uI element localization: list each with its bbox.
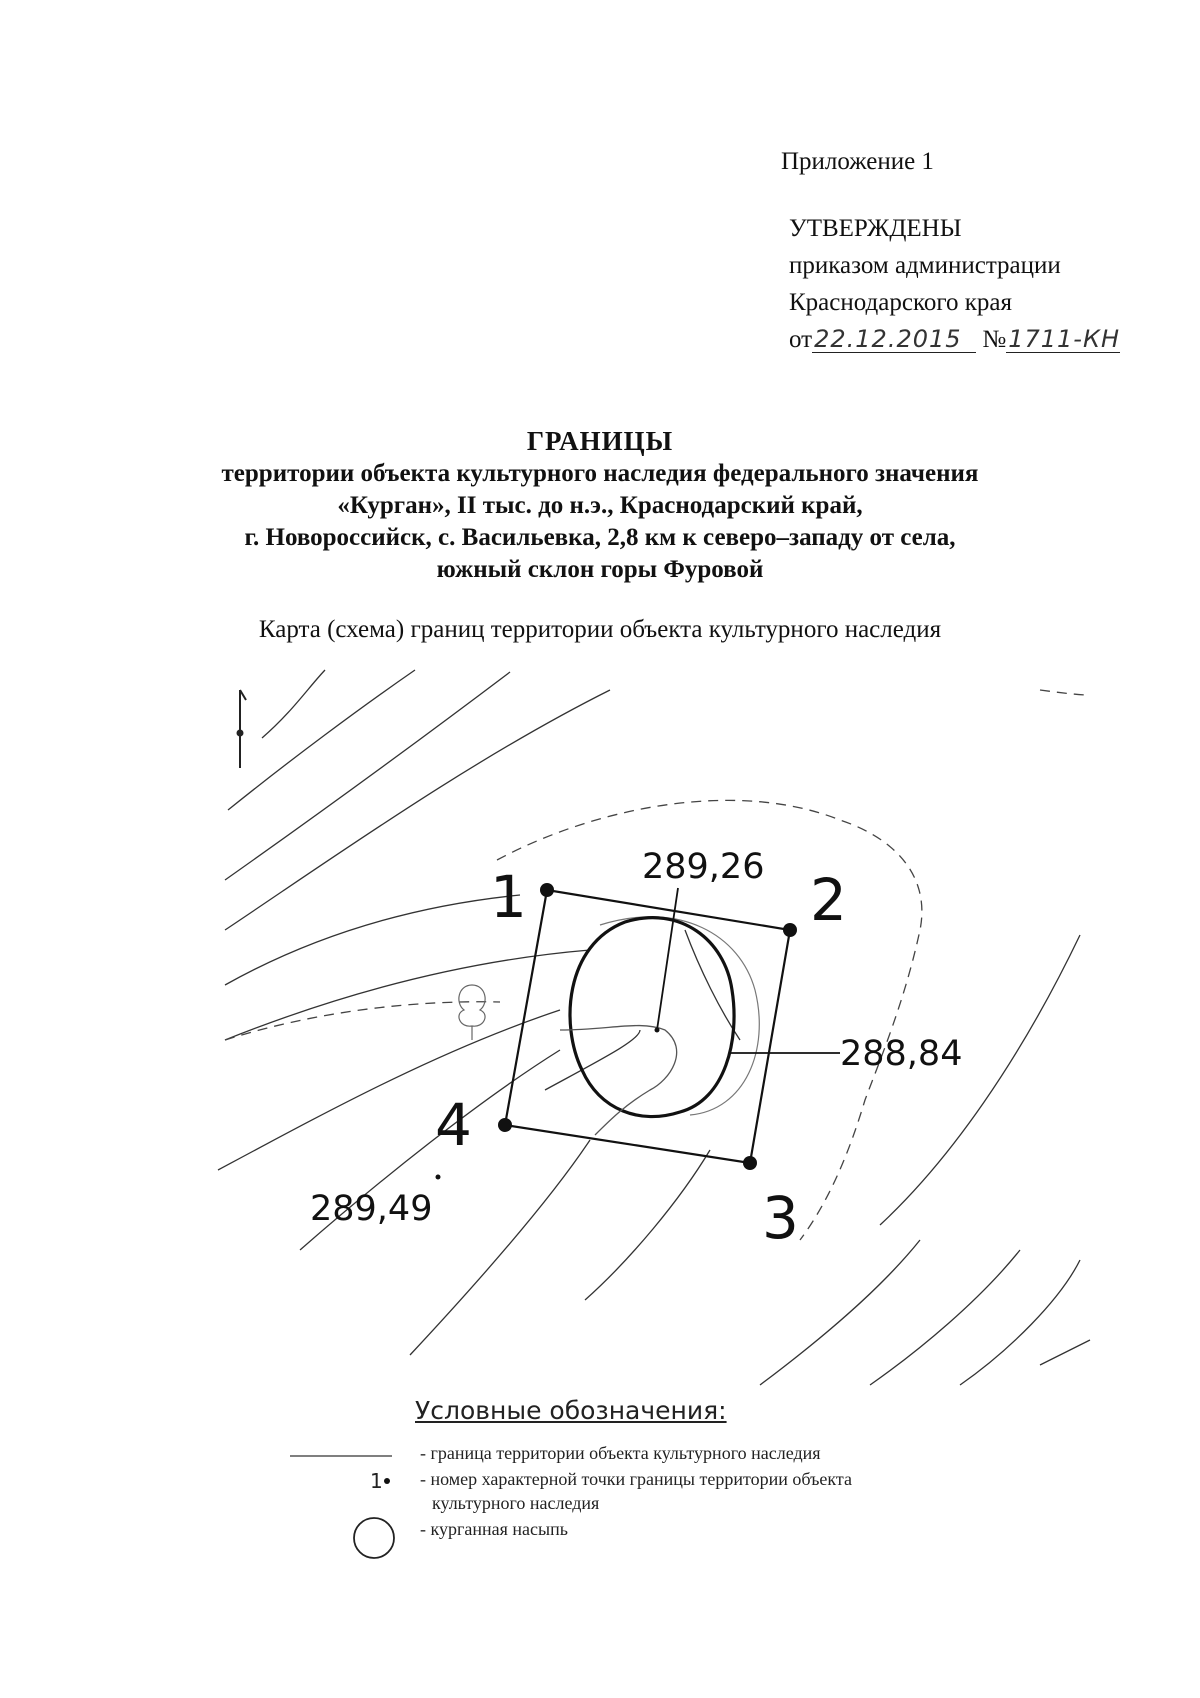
legend-point-sample: 1 bbox=[370, 1469, 383, 1493]
north-arrow-icon bbox=[238, 690, 247, 768]
terrain-dashed-line bbox=[225, 1002, 500, 1040]
point-label-4: 4 bbox=[435, 1091, 472, 1159]
contour-line bbox=[760, 1240, 920, 1385]
appendix-label: Приложение 1 bbox=[781, 148, 934, 175]
title-line-3: г. Новороссийск, с. Васильевка, 2,8 км к северо–западу от села, bbox=[244, 524, 956, 551]
contour-line bbox=[410, 1140, 590, 1355]
map-caption: Карта (схема) границ территории объекта культурного наследия bbox=[258, 616, 942, 643]
elevation-mark-bottom-left bbox=[436, 1175, 441, 1180]
tree-icon bbox=[459, 985, 485, 1040]
kurgan-mound bbox=[570, 918, 734, 1117]
contour-line bbox=[225, 950, 590, 1040]
legend-item-boundary: - граница территории объекта культурного наследия bbox=[420, 1443, 821, 1463]
legend-item-point: - номер характерной точки границы территории объекта bbox=[420, 1469, 852, 1489]
date-prefix: от bbox=[789, 326, 813, 353]
title-line-4: южный склон горы Фуровой bbox=[436, 556, 764, 583]
boundary-point-3 bbox=[743, 1156, 757, 1170]
contour-line bbox=[585, 1150, 710, 1300]
contour-line bbox=[1040, 1340, 1090, 1365]
number-prefix: № bbox=[982, 326, 1007, 353]
contour-line bbox=[960, 1260, 1080, 1385]
point-label-3: 3 bbox=[762, 1184, 799, 1252]
legend-mound-icon bbox=[354, 1518, 394, 1558]
boundary-point-2 bbox=[783, 923, 797, 937]
contour-line bbox=[545, 1030, 640, 1090]
approved-label: УТВЕРЖДЕНЫ bbox=[789, 215, 962, 242]
contour-line bbox=[262, 670, 325, 738]
boundary-point-1 bbox=[540, 883, 554, 897]
contour-line bbox=[870, 1250, 1020, 1385]
mound-inner-line bbox=[560, 1026, 677, 1135]
boundary-point-4 bbox=[498, 1118, 512, 1132]
dashed-lines bbox=[225, 690, 1085, 1240]
contour-line bbox=[880, 935, 1080, 1225]
legend-item-point-cont: культурного наследия bbox=[432, 1493, 600, 1513]
contour-line bbox=[228, 670, 415, 810]
order-label: приказом администрации bbox=[789, 252, 1061, 279]
elevation-bottom-left: 289,49 bbox=[310, 1189, 433, 1229]
point-label-1: 1 bbox=[490, 863, 527, 931]
title-line-1: территории объекта культурного наследия федерального значения bbox=[221, 460, 979, 487]
region-label: Краснодарского края bbox=[789, 289, 1012, 316]
elevation-top: 289,26 bbox=[642, 847, 765, 887]
title-line-2: «Курган», II тыс. до н.э., Краснодарский край, bbox=[337, 492, 863, 519]
handwritten-date: 22.12.2015 bbox=[812, 326, 976, 353]
contour-line bbox=[218, 1010, 560, 1170]
legend-item-mound: - курганная насыпь bbox=[420, 1519, 568, 1539]
elevation-mark-top bbox=[655, 1028, 660, 1033]
contour-line bbox=[225, 895, 520, 985]
legend-title: Условные обозначения: bbox=[415, 1396, 727, 1425]
elevation-right: 288,84 bbox=[840, 1034, 963, 1074]
terrain-dashed-line bbox=[1040, 690, 1085, 695]
title-heading: ГРАНИЦЫ bbox=[526, 426, 674, 456]
legend-point-icon bbox=[384, 1478, 390, 1484]
handwritten-number: 1711-КН bbox=[1008, 325, 1121, 353]
point-label-2: 2 bbox=[810, 866, 847, 934]
